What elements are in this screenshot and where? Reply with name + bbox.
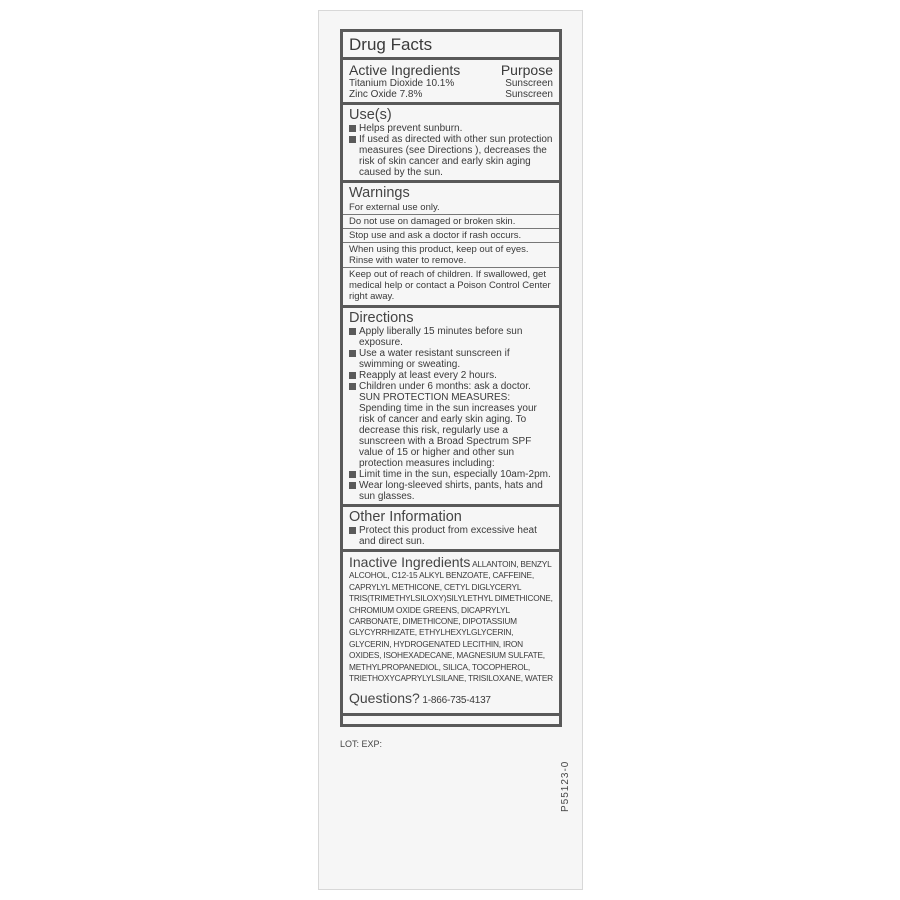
- directions-header: Directions: [349, 310, 414, 326]
- sun-protection-measures-text: SUN PROTECTION MEASURES: Spending time in the sun increases your risk of cancer and early skin aging. To decrease this risk, regularly use a sunscreen with a Broad Spectrum SPF value of 15 or higher and other sun protection measures including:: [359, 392, 537, 469]
- list-item: Use a water resistant sunscreen if swimming or sweating.: [349, 348, 553, 370]
- bullet-square-icon: [349, 372, 356, 379]
- warning-line: Stop use and ask a doctor if rash occurs.: [343, 229, 559, 243]
- list-item: Limit time in the sun, especially 10am-2pm.: [349, 469, 553, 480]
- list-item: Wear long-sleeved shirts, pants, hats and sun glasses.: [349, 480, 553, 502]
- list-item: Protect this product from excessive heat and direct sun.: [349, 525, 553, 547]
- questions-line: [349, 684, 553, 710]
- list-item: If used as directed with other sun protection measures (see Directions ), decreases the risk of skin cancer and early skin aging caused by the sun.: [349, 134, 553, 178]
- warnings-section: [343, 183, 559, 308]
- active-ingredients-section: [343, 60, 559, 105]
- inactive-ingredients-section: [343, 552, 559, 716]
- questions-label: Questions?: [349, 690, 420, 707]
- list-item: Helps prevent sunburn.: [349, 123, 553, 134]
- drug-facts-box: [340, 29, 562, 727]
- warning-line: When using this product, keep out of eyes. Rinse with water to remove.: [343, 243, 559, 268]
- bullet-square-icon: [349, 328, 356, 335]
- empty-bottom-section: [343, 716, 559, 734]
- bullet-square-icon: [349, 527, 356, 534]
- list-item: Children under 6 months: ask a doctor.: [349, 381, 553, 392]
- bullet-square-icon: [349, 383, 356, 390]
- active-header: Active Ingredients: [349, 62, 461, 78]
- bullet-square-icon: [349, 471, 356, 478]
- warnings-header: Warnings: [349, 185, 410, 201]
- other-information-section: [343, 507, 559, 552]
- list-item: Apply liberally 15 minutes before sun exposure.: [349, 326, 553, 348]
- list-item: Reapply at least every 2 hours.: [349, 370, 553, 381]
- inactive-ingredients-header: Inactive Ingredients: [349, 554, 471, 570]
- directions-section: [343, 308, 559, 507]
- inactive-ingredients-text: ALLANTOIN, BENZYL ALCOHOL, C12-15 ALKYL BENZOATE, CAFFEINE, CAPRYLYL METHICONE, CETYL DIGLYCERYL TRIS(TRIMETHYLSILOXY)SILYLETHYL DIMETHICONE, CHROMIUM OXIDE GREENS, DICAPRYLYL CARBONATE, DIMETHICONE, DIPOTASSIUM GLYCYRRHIZATE, ETHYLHEXYLGLYCERIN, GLYCERIN, HYDROGENATED LECITHIN, IRON OXIDES, ISOHEXADECANE, MAGNESIUM SULFATE, METHYLPROPANEDIOL, SILICA, TOCOPHEROL, TRIETHOXYCAPRYLYLSILANE, TRISILOXANE, WATER: [349, 559, 553, 684]
- bullet-square-icon: [349, 482, 356, 489]
- warning-line: Do not use on damaged or broken skin.: [343, 215, 559, 229]
- uses-header: Use(s): [349, 107, 392, 123]
- active-ingredient-row: Titanium Dioxide 10.1% Sunscreen: [349, 78, 553, 89]
- warning-line: Keep out of reach of children. If swallowed, get medical help or contact a Poison Control Center right away.: [349, 269, 551, 302]
- lot-exp-label: LOT: EXP:: [340, 739, 383, 749]
- bullet-square-icon: [349, 350, 356, 357]
- active-ingredient-row: Zinc Oxide 7.8% Sunscreen: [349, 89, 553, 100]
- purpose-header: Purpose: [500, 62, 553, 78]
- other-information-header: Other Information: [349, 509, 462, 525]
- drug-facts-title: Drug Facts: [343, 32, 559, 60]
- warning-line: For external use only.: [343, 201, 559, 215]
- questions-phone: 1-866-735-4137: [422, 695, 491, 707]
- uses-section: [343, 105, 559, 183]
- product-code: P55123-0: [560, 760, 571, 812]
- bullet-square-icon: [349, 136, 356, 143]
- bullet-square-icon: [349, 125, 356, 132]
